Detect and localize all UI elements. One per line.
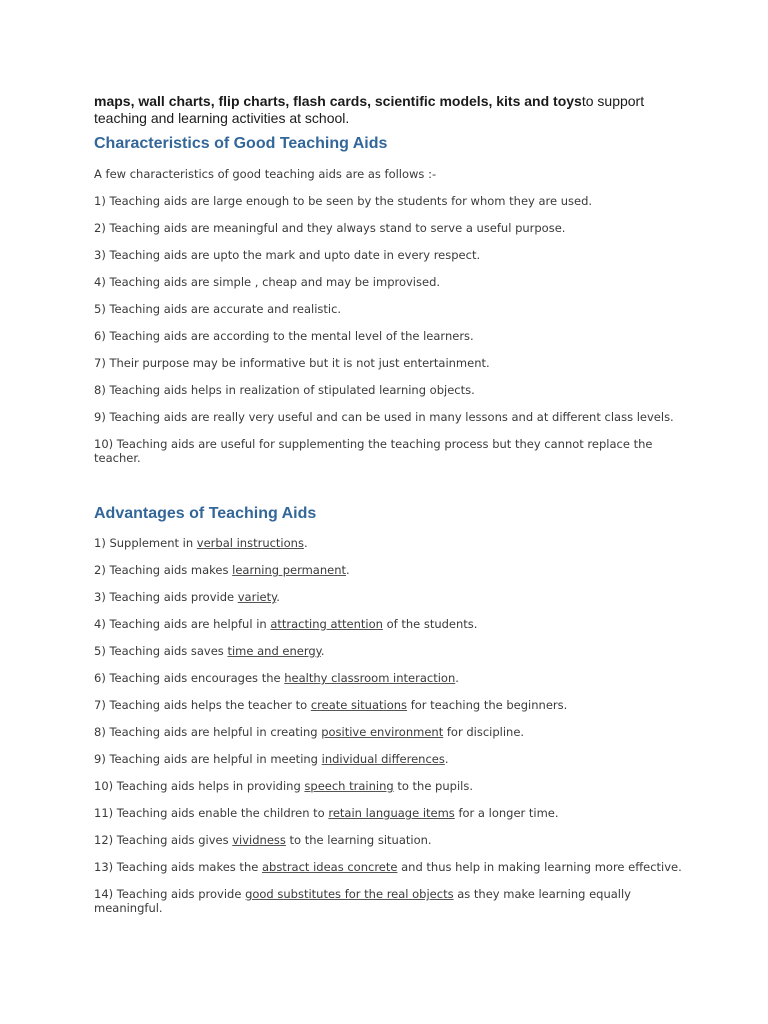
item-text: to the learning situation. xyxy=(285,833,432,847)
intro-paragraph xyxy=(94,93,694,127)
advantages-heading: Advantages of Teaching Aids xyxy=(94,505,317,522)
item-text: 3) Teaching aids provide xyxy=(94,590,238,604)
item-text: 14) Teaching aids provide xyxy=(94,887,246,901)
list-item: 10) Teaching aids are useful for supplementing the teaching process but they cannot replace the teacher. xyxy=(94,437,653,465)
item-link[interactable]: individual differences xyxy=(321,752,445,766)
list-item xyxy=(94,671,694,685)
list-item xyxy=(94,617,694,631)
item-link[interactable]: verbal instructions xyxy=(196,536,304,550)
list-item xyxy=(94,887,694,915)
advantages-list xyxy=(94,536,694,915)
item-text: 8) Teaching aids are helpful in creating xyxy=(94,725,322,739)
item-text: 6) Teaching aids encourages the xyxy=(94,671,285,685)
item-text: 10) Teaching aids helps in providing xyxy=(94,779,305,793)
list-item: 8) Teaching aids helps in realization of stipulated learning objects. xyxy=(94,383,475,397)
item-link[interactable]: learning permanent xyxy=(232,563,347,577)
item-text: for discipline. xyxy=(443,725,525,739)
item-link[interactable]: healthy classroom interaction xyxy=(284,671,456,685)
item-text: 4) Teaching aids are helpful in xyxy=(94,617,271,631)
characteristics-heading: Characteristics of Good Teaching Aids xyxy=(94,135,388,152)
item-text: 9) Teaching aids are helpful in meeting xyxy=(94,752,322,766)
item-link[interactable]: retain language items xyxy=(328,806,455,820)
list-item: 6) Teaching aids are according to the mental level of the learners. xyxy=(94,329,474,343)
list-item: 3) Teaching aids are upto the mark and upto date in every respect. xyxy=(94,248,481,262)
item-text: of the students. xyxy=(382,617,478,631)
list-item xyxy=(94,752,694,766)
item-text: as they make learning equally meaningful. xyxy=(94,887,631,915)
list-item xyxy=(94,644,694,658)
list-item xyxy=(94,590,694,604)
item-text: . xyxy=(303,536,308,550)
list-item: 4) Teaching aids are simple , cheap and may be improvised. xyxy=(94,275,441,289)
item-link[interactable]: good substitutes for the real objects xyxy=(245,887,454,901)
document-page xyxy=(94,93,694,915)
item-text: . xyxy=(320,644,325,658)
item-link[interactable]: speech training xyxy=(304,779,394,793)
item-text: 12) Teaching aids gives xyxy=(94,833,233,847)
item-text: for a longer time. xyxy=(454,806,559,820)
item-text: 13) Teaching aids makes the xyxy=(94,860,262,874)
list-item: 5) Teaching aids are accurate and realistic. xyxy=(94,302,342,316)
item-link[interactable]: attracting attention xyxy=(270,617,383,631)
characteristics-list xyxy=(94,194,694,465)
item-text: and thus help in making learning more effective. xyxy=(397,860,682,874)
item-text: 11) Teaching aids enable the children to xyxy=(94,806,329,820)
characteristics-lead: A few characteristics of good teaching aids are as follows :- xyxy=(94,167,437,181)
item-link[interactable]: abstract ideas concrete xyxy=(261,860,398,874)
item-link[interactable]: time and energy xyxy=(227,644,321,658)
list-item: 2) Teaching aids are meaningful and they always stand to serve a useful purpose. xyxy=(94,221,566,235)
list-item xyxy=(94,725,694,739)
list-item xyxy=(94,563,694,577)
list-item xyxy=(94,779,694,793)
item-text: 5) Teaching aids saves xyxy=(94,644,228,658)
intro-rest-text: to support teaching and learning activities at school. xyxy=(94,93,645,126)
item-link[interactable]: create situations xyxy=(310,698,408,712)
list-item xyxy=(94,860,694,874)
item-link[interactable]: positive environment xyxy=(321,725,444,739)
item-text: to the pupils. xyxy=(393,779,473,793)
item-link[interactable]: variety xyxy=(237,590,277,604)
item-link[interactable]: vividness xyxy=(232,833,286,847)
item-text: 1) Supplement in xyxy=(94,536,197,550)
list-item xyxy=(94,833,694,847)
intro-bold-text: maps, wall charts, flip charts, flash cards, scientific models, kits and toys xyxy=(94,93,582,109)
item-text: 7) Teaching aids helps the teacher to xyxy=(94,698,311,712)
list-item: 7) Their purpose may be informative but it is not just entertainment. xyxy=(94,356,490,370)
list-item: 1) Teaching aids are large enough to be seen by the students for whom they are used. xyxy=(94,194,593,208)
item-text: . xyxy=(346,563,350,577)
list-item xyxy=(94,536,694,550)
list-item xyxy=(94,698,694,712)
item-text: . xyxy=(276,590,280,604)
list-item: 9) Teaching aids are really very useful and can be used in many lessons and at different class levels. xyxy=(94,410,674,424)
item-text: for teaching the beginners. xyxy=(407,698,568,712)
item-text: . xyxy=(455,671,459,685)
item-text: 2) Teaching aids makes xyxy=(94,563,233,577)
list-item xyxy=(94,806,694,820)
item-text: . xyxy=(444,752,449,766)
